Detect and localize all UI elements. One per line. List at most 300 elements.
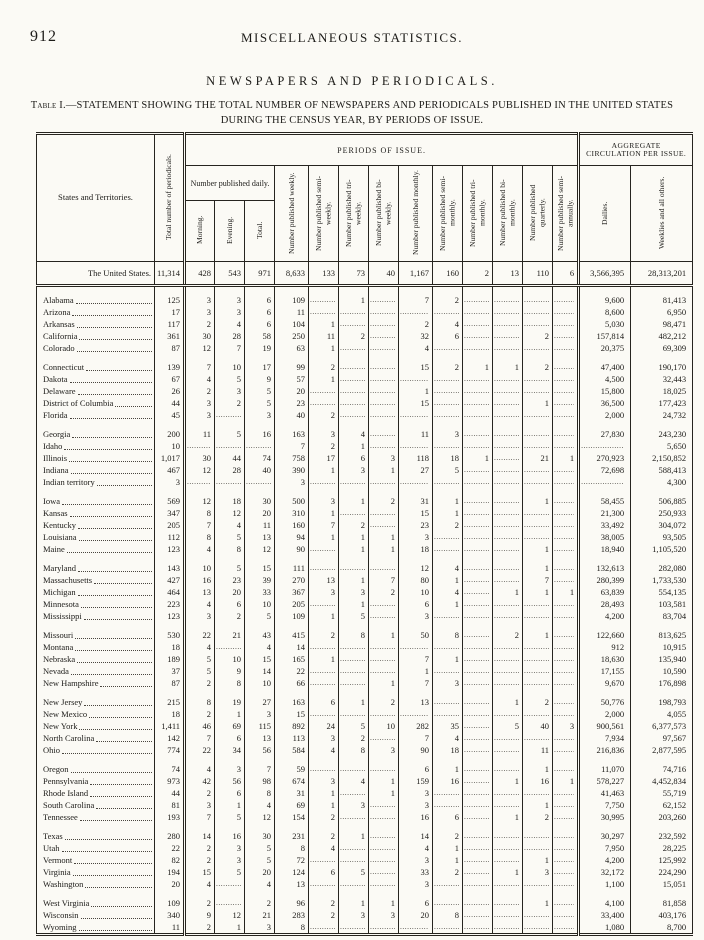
table-cell (463, 744, 493, 756)
table-cell: 2 (339, 732, 369, 744)
table-cell (369, 823, 399, 842)
table-cell (523, 306, 553, 318)
table-cell: 133 (309, 262, 339, 286)
state-name: Indian territory (37, 476, 155, 488)
table-cell (553, 811, 579, 823)
table-cell: 1 (215, 708, 245, 720)
table-cell: 20 (399, 909, 433, 921)
table-cell (215, 641, 245, 653)
table-body (37, 262, 693, 935)
table-cell (553, 909, 579, 921)
table-cell (433, 890, 463, 909)
table-cell: 40 (523, 720, 553, 732)
table-cell: 45 (155, 409, 185, 421)
table-row (37, 476, 693, 488)
table-cell: 1 (309, 507, 339, 519)
table-cell (553, 440, 579, 452)
table-cell: 96 (275, 890, 309, 909)
table-cell (553, 756, 579, 775)
col-header-semi-weekly: Number published semi-weekly. (309, 166, 339, 262)
table-cell: 1 (399, 665, 433, 677)
table-cell: 18,025 (631, 385, 693, 397)
table-cell: 4 (245, 799, 275, 811)
table-cell (339, 665, 369, 677)
table-cell (493, 397, 523, 409)
table-cell (309, 854, 339, 866)
table-cell (493, 598, 523, 610)
table-cell (463, 787, 493, 799)
table-cell (369, 610, 399, 622)
table-cell (553, 622, 579, 641)
table-cell: 1 (523, 555, 553, 574)
table-cell: 4 (399, 342, 433, 354)
table-cell: 16 (245, 421, 275, 440)
table-cell: 250,933 (631, 507, 693, 519)
table-cell (553, 397, 579, 409)
table-cell (553, 665, 579, 677)
table-cell (433, 689, 463, 708)
table-cell (339, 842, 369, 854)
table-cell: 1 (493, 586, 523, 598)
table-cell: 22 (185, 744, 215, 756)
table-cell: 112 (155, 531, 185, 543)
table-cell (369, 306, 399, 318)
table-cell (369, 507, 399, 519)
table-cell (433, 878, 463, 890)
table-cell: 8 (275, 921, 309, 935)
table-cell: 24,732 (631, 409, 693, 421)
table-cell (309, 476, 339, 488)
table-row (37, 732, 693, 744)
table-row (37, 787, 693, 799)
table-cell: 1 (523, 854, 553, 866)
table-cell: 9 (185, 909, 215, 921)
table-cell: 1 (493, 354, 523, 373)
table-cell: 1 (369, 775, 399, 787)
table-cell: 1 (215, 799, 245, 811)
table-cell (339, 878, 369, 890)
table-cell: 200 (155, 421, 185, 440)
table-cell (433, 306, 463, 318)
table-cell: 33,400 (579, 909, 631, 921)
table-cell: 9 (215, 665, 245, 677)
state-name: The United States. (37, 262, 155, 286)
table-cell: 5 (245, 610, 275, 622)
table-cell: 500 (275, 488, 309, 507)
table-cell: 163 (275, 421, 309, 440)
table-cell (463, 610, 493, 622)
table-cell (493, 708, 523, 720)
table-cell: 7 (523, 574, 553, 586)
table-row (37, 574, 693, 586)
table-cell (369, 756, 399, 775)
table-cell (463, 677, 493, 689)
table-cell (309, 708, 339, 720)
table-cell (369, 421, 399, 440)
table-cell (553, 507, 579, 519)
table-cell: 1 (433, 854, 463, 866)
table-cell: 3 (215, 306, 245, 318)
table-cell (523, 385, 553, 397)
col-header-quarterly: Number published quarterly. (523, 166, 553, 262)
table-cell: 7,950 (579, 842, 631, 854)
table-cell: 43 (245, 622, 275, 641)
table-cell: 3 (433, 677, 463, 689)
table-cell: 464 (155, 586, 185, 598)
table-cell: 1 (433, 488, 463, 507)
table-cell (369, 866, 399, 878)
state-name: Dakota (37, 373, 155, 385)
table-cell (309, 921, 339, 935)
table-row (37, 342, 693, 354)
table-cell: 3 (245, 921, 275, 935)
table-cell: 8 (185, 689, 215, 708)
table-cell (553, 306, 579, 318)
table-cell (493, 653, 523, 665)
table-cell: 6 (215, 787, 245, 799)
table-cell: 2 (309, 354, 339, 373)
table-cell (339, 385, 369, 397)
col-header-daily-group: Number published daily. (185, 166, 275, 201)
col-header-semi-annually: Number published semi-annually. (553, 166, 579, 262)
table-cell (523, 823, 553, 842)
table-cell: 19 (245, 342, 275, 354)
table-cell (309, 756, 339, 775)
table-cell: 1,017 (155, 452, 185, 464)
table-cell: 7 (245, 756, 275, 775)
table-cell: 2 (523, 689, 553, 708)
table-cell: 5 (215, 531, 245, 543)
table-cell: 63 (275, 342, 309, 354)
table-cell (369, 286, 399, 307)
table-cell: 205 (275, 598, 309, 610)
table-cell: 280 (155, 823, 185, 842)
table-cell (339, 397, 369, 409)
table-cell: 56 (215, 775, 245, 787)
table-cell (185, 440, 215, 452)
table-cell: 44 (155, 397, 185, 409)
table-cell: 11 (523, 744, 553, 756)
table-cell (433, 440, 463, 452)
table-row (37, 519, 693, 531)
table-row (37, 689, 693, 708)
state-name: Georgia (37, 421, 155, 440)
state-name: Kentucky (37, 519, 155, 531)
col-header-evening: Evening. (215, 201, 245, 262)
table-cell (463, 756, 493, 775)
table-cell: 12 (185, 488, 215, 507)
table-cell (369, 476, 399, 488)
table-cell: 3 (275, 476, 309, 488)
table-cell: 12 (399, 555, 433, 574)
table-cell (339, 756, 369, 775)
table-cell (553, 574, 579, 586)
table-cell: 104 (275, 318, 309, 330)
table-cell: 7 (185, 354, 215, 373)
statistics-table (36, 132, 693, 936)
table-cell (553, 409, 579, 421)
table-cell (309, 878, 339, 890)
table-cell (463, 373, 493, 385)
table-cell: 6 (215, 598, 245, 610)
table-cell: 1 (339, 574, 369, 586)
table-row (37, 452, 693, 464)
table-cell: 22 (275, 665, 309, 677)
state-name: Pennsylvania (37, 775, 155, 787)
table-cell (579, 476, 631, 488)
table-cell (493, 823, 523, 842)
state-name: Indiana (37, 464, 155, 476)
table-row (37, 306, 693, 318)
table-cell: 6 (245, 306, 275, 318)
col-header-aggregate-circulation: AGGREGATE CIRCULATION PER ISSUE. (579, 134, 693, 166)
state-name: New York (37, 720, 155, 732)
table-cell: 30 (185, 452, 215, 464)
table-cell: 2 (523, 330, 553, 342)
table-cell: 2 (185, 708, 215, 720)
us-total-row (37, 262, 693, 286)
table-cell: 4,500 (579, 373, 631, 385)
table-cell: 23 (215, 574, 245, 586)
table-cell: 12 (245, 543, 275, 555)
table-cell: 3 (309, 488, 339, 507)
table-cell (463, 890, 493, 909)
table-cell: 3 (523, 866, 553, 878)
table-cell: 3 (215, 385, 245, 397)
table-cell (309, 555, 339, 574)
table-cell (493, 409, 523, 421)
table-cell: 361 (155, 330, 185, 342)
table-cell (339, 708, 369, 720)
table-cell: 73 (339, 262, 369, 286)
table-cell (493, 286, 523, 307)
table-cell: 21 (215, 622, 245, 641)
table-cell: 1 (339, 543, 369, 555)
table-cell: 203,260 (631, 811, 693, 823)
table-cell: 758 (275, 452, 309, 464)
table-cell: 1 (309, 373, 339, 385)
table-cell: 4 (309, 842, 339, 854)
table-cell (309, 397, 339, 409)
state-name: Illinois (37, 452, 155, 464)
table-cell (553, 342, 579, 354)
table-cell: 16 (399, 811, 433, 823)
table-cell (523, 519, 553, 531)
table-cell: 23 (275, 397, 309, 409)
state-name: District of Columbia (37, 397, 155, 409)
table-cell (553, 543, 579, 555)
table-cell: 176,898 (631, 677, 693, 689)
table-cell: 20 (275, 385, 309, 397)
table-cell (339, 854, 369, 866)
table-cell: 5 (245, 397, 275, 409)
table-cell: 23 (399, 519, 433, 531)
table-cell (553, 641, 579, 653)
table-cell: 3 (185, 286, 215, 307)
table-cell: 3 (245, 409, 275, 421)
table-cell: 90 (399, 744, 433, 756)
table-cell: 9,600 (579, 286, 631, 307)
table-row (37, 708, 693, 720)
table-cell: 14 (185, 823, 215, 842)
table-cell (463, 330, 493, 342)
table-cell: 223 (155, 598, 185, 610)
table-cell: 193 (155, 811, 185, 823)
table-cell (245, 440, 275, 452)
state-name: Maryland (37, 555, 155, 574)
state-name: Wisconsin (37, 909, 155, 921)
table-cell (523, 598, 553, 610)
table-cell (493, 677, 523, 689)
state-name: Minnesota (37, 598, 155, 610)
table-cell: 4,452,834 (631, 775, 693, 787)
table-cell (339, 342, 369, 354)
col-header-tri-weekly: Number published tri-weekly. (339, 166, 369, 262)
table-cell (523, 787, 553, 799)
table-row (37, 811, 693, 823)
table-cell (463, 421, 493, 440)
table-cell (553, 854, 579, 866)
table-cell: 224,290 (631, 866, 693, 878)
table-cell (463, 286, 493, 307)
table-cell: 8,633 (275, 262, 309, 286)
table-cell: 415 (275, 622, 309, 641)
table-cell: 231 (275, 823, 309, 842)
table-cell (463, 555, 493, 574)
table-cell: 47,400 (579, 354, 631, 373)
table-cell (553, 610, 579, 622)
table-cell: 347 (155, 507, 185, 519)
table-cell: 8,600 (579, 306, 631, 318)
table-row (37, 385, 693, 397)
table-cell: 1 (369, 531, 399, 543)
state-name: Virginia (37, 866, 155, 878)
table-cell: 3 (399, 610, 433, 622)
state-name: Utah (37, 842, 155, 854)
table-cell: 1 (339, 488, 369, 507)
table-cell: 160 (433, 262, 463, 286)
table-cell (493, 476, 523, 488)
table-cell: 14 (399, 823, 433, 842)
table-cell: 33,492 (579, 519, 631, 531)
table-cell: 3 (245, 708, 275, 720)
table-cell: 543 (215, 262, 245, 286)
table-cell: 30 (185, 330, 215, 342)
table-cell: 8 (215, 677, 245, 689)
table-cell: 467 (155, 464, 185, 476)
table-cell: 232,592 (631, 823, 693, 842)
table-cell (553, 732, 579, 744)
table-cell: 584 (275, 744, 309, 756)
table-cell: 2 (185, 890, 215, 909)
table-cell: 2 (433, 823, 463, 842)
table-cell: 40 (245, 464, 275, 476)
table-cell: 33 (399, 866, 433, 878)
table-cell: 1 (339, 598, 369, 610)
table-cell: 2 (369, 586, 399, 598)
table-cell: 205 (155, 519, 185, 531)
table-row (37, 543, 693, 555)
table-cell (369, 811, 399, 823)
table-cell (523, 373, 553, 385)
table-cell: 340 (155, 909, 185, 921)
table-cell: 163 (275, 689, 309, 708)
table-cell: 10 (399, 586, 433, 598)
table-cell (463, 409, 493, 421)
table-cell: 4 (309, 744, 339, 756)
table-cell (463, 488, 493, 507)
table-row (37, 622, 693, 641)
table-cell: 2 (185, 318, 215, 330)
table-cell: 1 (523, 756, 553, 775)
table-cell: 506,885 (631, 488, 693, 507)
table-cell: 82 (155, 854, 185, 866)
table-cell (369, 854, 399, 866)
table-cell: 4 (185, 598, 215, 610)
table-row (37, 373, 693, 385)
table-cell (493, 756, 523, 775)
table-cell (523, 342, 553, 354)
table-cell (463, 732, 493, 744)
table-cell (553, 890, 579, 909)
table-cell: 98,471 (631, 318, 693, 330)
table-caption-label: Table I. (30, 100, 66, 111)
table-cell (433, 610, 463, 622)
table-cell: 5 (245, 385, 275, 397)
table-cell: 1 (553, 452, 579, 464)
table-row (37, 677, 693, 689)
table-cell: 2,150,852 (631, 452, 693, 464)
table-cell: 4 (215, 519, 245, 531)
table-cell (523, 909, 553, 921)
table-cell (463, 622, 493, 641)
table-cell: 1 (433, 653, 463, 665)
table-cell: 1,411 (155, 720, 185, 732)
table-cell (339, 921, 369, 935)
table-cell: 1 (493, 811, 523, 823)
table-cell (463, 641, 493, 653)
table-cell (369, 373, 399, 385)
table-cell: 63,839 (579, 586, 631, 598)
table-cell: 11 (309, 330, 339, 342)
table-cell: 7 (399, 677, 433, 689)
table-cell: 58,455 (579, 488, 631, 507)
table-cell: 215 (155, 689, 185, 708)
table-cell (579, 440, 631, 452)
table-cell (553, 519, 579, 531)
table-cell: 403,176 (631, 909, 693, 921)
table-cell (553, 708, 579, 720)
table-cell: 482,212 (631, 330, 693, 342)
table-cell (493, 519, 523, 531)
table-cell: 1 (523, 543, 553, 555)
table-cell: 216,836 (579, 744, 631, 756)
table-cell: 10 (215, 653, 245, 665)
table-cell: 3 (369, 909, 399, 921)
table-cell: 28,225 (631, 842, 693, 854)
table-cell: 87 (155, 342, 185, 354)
table-cell: 40 (275, 409, 309, 421)
table-cell (369, 665, 399, 677)
table-cell: 2 (309, 890, 339, 909)
table-cell (463, 653, 493, 665)
table-cell: 55,719 (631, 787, 693, 799)
table-row (37, 397, 693, 409)
table-cell (523, 641, 553, 653)
table-cell (493, 744, 523, 756)
table-head (37, 134, 693, 262)
table-cell (339, 306, 369, 318)
